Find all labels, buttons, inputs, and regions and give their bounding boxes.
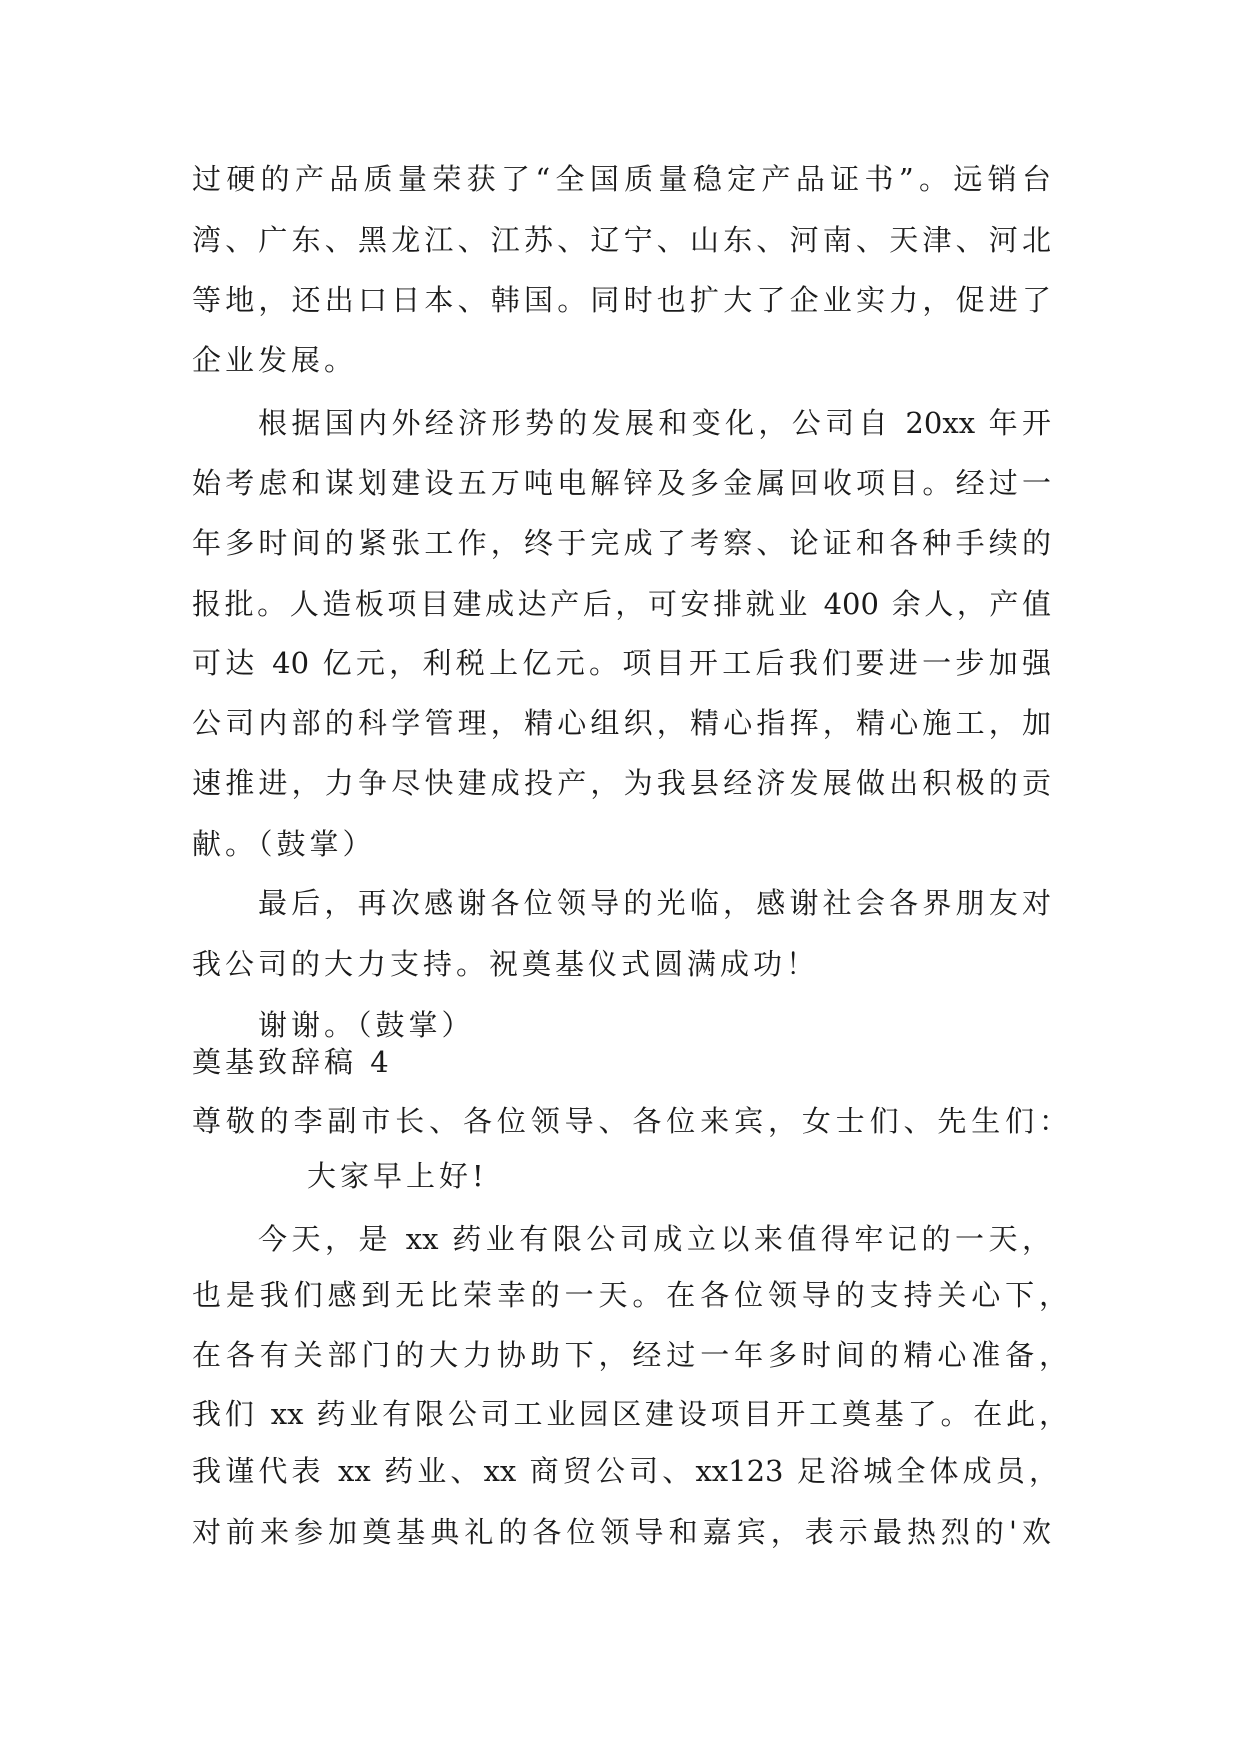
- text-line: 谢谢。（鼓掌）: [258, 1008, 475, 1042]
- text-line: 等地，还出口日本、韩国。同时也扩大了企业实力，促进了: [192, 283, 1051, 317]
- text-line: 始考虑和谋划建设五万吨电解锌及多金属回收项目。经过一: [192, 466, 1051, 500]
- text-line: 根据国内外经济形势的发展和变化，公司自 20xx 年开: [258, 406, 1051, 440]
- text-line: 今天，是 xx 药业有限公司成立以来值得牢记的一天，: [258, 1222, 1051, 1256]
- section-heading: 奠基致辞稿 4: [192, 1045, 393, 1079]
- text-line: 过硬的产品质量荣获了“全国质量稳定产品证书”。远销台: [192, 162, 1051, 196]
- text-line: 我谨代表 xx 药业、xx 商贸公司、xx123 足浴城全体成员，: [192, 1454, 1058, 1488]
- greeting: 大家早上好!: [307, 1159, 488, 1193]
- text-line: 在各有关部门的大力协助下，经过一年多时间的精心准备，: [192, 1338, 1068, 1372]
- salutation: 尊敬的李副市长、各位领导、各位来宾，女士们、先生们：: [192, 1104, 1068, 1138]
- text-line: 也是我们感到无比荣幸的一天。在各位领导的支持关心下，: [192, 1278, 1068, 1312]
- text-line: 对前来参加奠基典礼的各位领导和嘉宾，表示最热烈的'欢: [192, 1515, 1051, 1549]
- text-line: 年多时间的紧张工作，终于完成了考察、论证和各种手续的: [192, 526, 1051, 560]
- text-line: 我公司的大力支持。祝奠基仪式圆满成功！: [192, 947, 820, 981]
- text-line: 献。（鼓掌）: [192, 827, 376, 861]
- text-line: 企业发展。: [192, 343, 358, 377]
- text-line: 速推进，力争尽快建成投产，为我县经济发展做出积极的贡: [192, 766, 1051, 800]
- text-line: 湾、广东、黑龙江、江苏、辽宁、山东、河南、天津、河北: [192, 223, 1051, 257]
- text-line: 报批。人造板项目建成达产后，可安排就业 400 余人，产值: [192, 587, 1051, 621]
- text-line: 最后，再次感谢各位领导的光临，感谢社会各界朋友对: [258, 886, 1051, 920]
- text-line: 可达 40 亿元，利税上亿元。项目开工后我们要进一步加强: [192, 646, 1051, 680]
- text-line: 公司内部的科学管理，精心组织，精心指挥，精心施工，加: [192, 706, 1051, 740]
- text-line: 我们 xx 药业有限公司工业园区建设项目开工奠基了。在此，: [192, 1397, 1068, 1431]
